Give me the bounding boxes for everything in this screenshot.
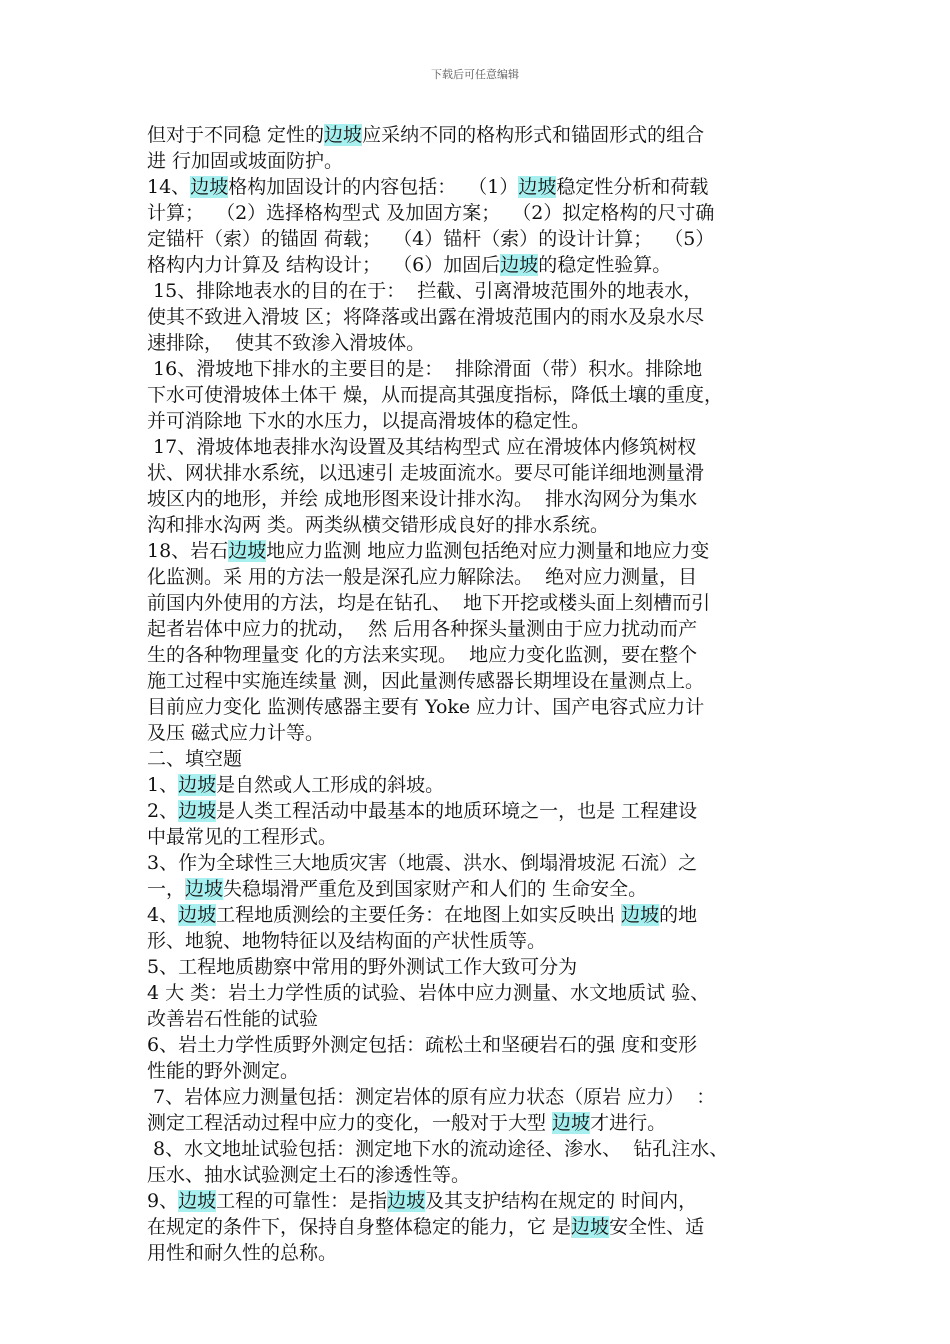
highlighted-term: 边坡 [178, 1190, 217, 1212]
text-segment: 用性和耐久性的总称。 [147, 1242, 338, 1264]
text-segment: 安全性、适 [609, 1216, 705, 1238]
text-segment: 15、排除地表水的目的在于： 拦截、引离滑坡范围外的地表水， [147, 280, 703, 302]
text-segment: 14、 [147, 176, 191, 198]
text-segment: 形、地貌、地物特征以及结构面的产状性质等。 [147, 930, 547, 952]
text-segment: 施工过程中实施连续量 测，因此量测传感器长期埋设在量测点上。 [147, 670, 705, 692]
text-segment: 及其支护结构在规定的 时间内， [425, 1190, 698, 1212]
text-line [147, 876, 817, 902]
text-line [147, 434, 817, 460]
text-segment: 起者岩体中应力的扰动， 然 后用各种探头量测由于应力扰动而产 [147, 618, 698, 640]
page-header: 下载后可任意编辑 [431, 68, 519, 81]
text-line [147, 1136, 817, 1162]
text-segment: 失稳塌滑严重危及到国家财产和人们的 生命安全。 [223, 878, 648, 900]
text-line [147, 382, 817, 408]
text-segment: 8、水文地址试验包括：测定地下水的流动途径、渗水、 钻孔注水、 [147, 1138, 729, 1160]
text-segment: 目前应力变化 监测传感器主要有 Yoke 应力计、国产电容式应力计 [147, 696, 705, 718]
text-segment: 9、 [147, 1190, 179, 1212]
text-line [147, 564, 817, 590]
text-line [147, 1240, 817, 1266]
text-line [147, 512, 817, 538]
text-line [147, 1032, 817, 1058]
text-line [147, 1110, 817, 1136]
highlighted-term: 边坡 [228, 540, 267, 562]
document-body [147, 122, 817, 1266]
highlighted-term: 边坡 [500, 254, 539, 276]
text-segment: 测定工程活动过程中应力的变化，一般对于大型 [147, 1112, 553, 1134]
text-line [147, 1188, 817, 1214]
text-segment: 4、 [147, 904, 179, 926]
text-line [147, 1162, 817, 1188]
text-line [147, 798, 817, 824]
text-segment: 1、 [147, 774, 179, 796]
text-segment: 沟和排水沟两 类。两类纵横交错形成良好的排水系统。 [147, 514, 610, 536]
text-segment: 定锚杆（索）的锚固 荷载； （4）锚杆（索）的设计计算； （5） [147, 228, 715, 250]
text-segment: 但对于不同稳 定性的 [147, 124, 325, 146]
text-line [147, 616, 817, 642]
text-line [147, 304, 817, 330]
text-segment: 是自然或人工形成的斜坡。 [216, 774, 445, 796]
text-segment: 改善岩石性能的试验 [147, 1008, 319, 1030]
highlighted-term: 边坡 [185, 878, 224, 900]
text-line [147, 148, 817, 174]
text-segment: 2、 [147, 800, 179, 822]
text-line [147, 642, 817, 668]
text-segment: 压水、抽水试验测定土石的渗透性等。 [147, 1164, 471, 1186]
text-segment: 4 大 类：岩土力学性质的试验、岩体中应力测量、水文地质试 验、 [147, 982, 710, 1004]
text-segment: 格构加固设计的内容包括： （1） [228, 176, 519, 198]
text-line [147, 954, 817, 980]
text-line [147, 278, 817, 304]
text-segment: 才进行。 [590, 1112, 667, 1134]
text-segment: 生的各种物理量变 化的方法来实现。 地应力变化监测，要在整个 [147, 644, 698, 666]
text-line [147, 356, 817, 382]
text-segment: 16、滑坡地下排水的主要目的是： 排除滑面（带）积水。排除地 [147, 358, 703, 380]
text-segment: 地应力监测 地应力监测包括绝对应力测量和地应力变 [266, 540, 710, 562]
text-line [147, 668, 817, 694]
text-line [147, 824, 817, 850]
text-line [147, 720, 817, 746]
text-segment: 3、作为全球性三大地质灾害（地震、洪水、倒塌滑坡泥 石流）之 [147, 852, 698, 874]
text-line [147, 460, 817, 486]
highlighted-term: 边坡 [621, 904, 660, 926]
text-line [147, 1058, 817, 1084]
text-segment: 下水可使滑坡体土体干 燥，从而提高其强度指标，降低土壤的重度， [147, 384, 724, 406]
text-line [147, 226, 817, 252]
text-segment: 17、滑坡体地表排水沟设置及其结构型式 应在滑坡体内修筑树杈 [147, 436, 697, 458]
text-line [147, 174, 817, 200]
text-segment: 6、岩土力学性质野外测定包括：疏松土和坚硬岩石的强 度和变形 [147, 1034, 698, 1056]
highlighted-term: 边坡 [518, 176, 557, 198]
highlighted-term: 边坡 [190, 176, 229, 198]
text-line [147, 1006, 817, 1032]
text-segment: 及压 磁式应力计等。 [147, 722, 325, 744]
text-segment: 18、岩石 [147, 540, 229, 562]
text-line [147, 122, 817, 148]
text-segment: 使其不致进入滑坡 区；将降落或出露在滑坡范围内的雨水及泉水尽 [147, 306, 705, 328]
text-segment: 工程的可靠性：是指 [216, 1190, 388, 1212]
text-segment: 7、岩体应力测量包括：测定岩体的原有应力状态（原岩 应力） ： [147, 1086, 716, 1108]
text-segment: 二、填空题 [147, 748, 243, 770]
highlighted-term: 边坡 [178, 904, 217, 926]
text-segment: 状、网状排水系统，以迅速引 走坡面流水。要尽可能详细地测量滑 [147, 462, 705, 484]
text-segment: 速排除， 使其不致渗入滑坡体。 [147, 332, 426, 354]
text-segment: 前国内外使用的方法，均是在钻孔、 地下开挖或楼头面上刻槽而引 [147, 592, 711, 614]
text-segment: 的稳定性验算。 [538, 254, 672, 276]
text-segment: 5、工程地质勘察中常用的野外测试工作大致可分为 [147, 956, 578, 978]
text-line [147, 746, 817, 772]
text-line [147, 252, 817, 278]
text-segment: 坡区内的地形，并绘 成地形图来设计排水沟。 排水沟网分为集水 [147, 488, 698, 510]
text-segment: 并可消除地 下水的水压力，以提高滑坡体的稳定性。 [147, 410, 591, 432]
text-line [147, 590, 817, 616]
highlighted-term: 边坡 [387, 1190, 426, 1212]
text-line [147, 408, 817, 434]
text-segment: 进 行加固或坡面防护。 [147, 150, 344, 172]
highlighted-term: 边坡 [178, 774, 217, 796]
text-line [147, 486, 817, 512]
text-segment: 计算； （2）选择格构型式 及加固方案； （2）拟定格构的尺寸确 [147, 202, 715, 224]
text-line [147, 1084, 817, 1110]
text-segment: 性能的野外测定。 [147, 1060, 300, 1082]
text-line [147, 928, 817, 954]
text-line [147, 850, 817, 876]
text-line [147, 772, 817, 798]
highlighted-term: 边坡 [178, 800, 217, 822]
highlighted-term: 边坡 [324, 124, 363, 146]
text-segment: 格构内力计算及 结构设计； （6）加固后 [147, 254, 501, 276]
highlighted-term: 边坡 [552, 1112, 591, 1134]
text-line [147, 980, 817, 1006]
text-line [147, 330, 817, 356]
text-segment: 稳定性分析和荷载 [556, 176, 709, 198]
text-segment: 应采纳不同的格构形式和锚固形式的组合 [362, 124, 705, 146]
highlighted-term: 边坡 [571, 1216, 610, 1238]
text-segment: 是人类工程活动中最基本的地质环境之一，也是 工程建设 [216, 800, 698, 822]
text-segment: 在规定的条件下，保持自身整体稳定的能力，它 是 [147, 1216, 572, 1238]
text-line [147, 538, 817, 564]
text-segment: 中最常见的工程形式。 [147, 826, 338, 848]
text-segment: 化监测。采 用的方法一般是深孔应力解除法。 绝对应力测量，目 [147, 566, 698, 588]
text-line [147, 200, 817, 226]
text-segment: 的地 [659, 904, 698, 926]
text-segment: 工程地质测绘的主要任务：在地图上如实反映出 [216, 904, 622, 926]
text-line [147, 694, 817, 720]
text-line [147, 1214, 817, 1240]
text-segment: 一， [147, 878, 186, 900]
text-line [147, 902, 817, 928]
